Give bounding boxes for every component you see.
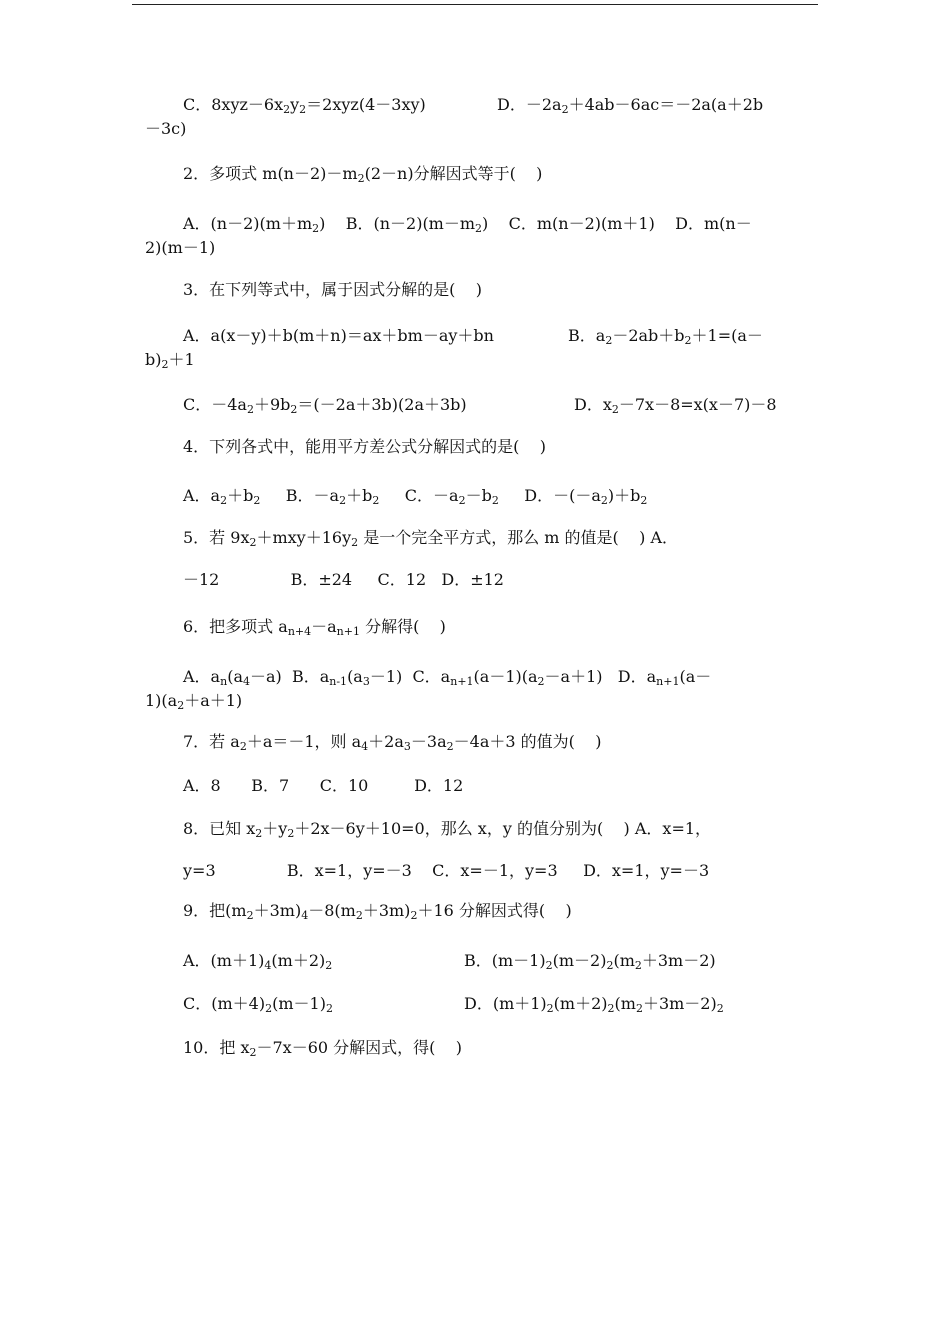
q9-option-b: B．$(m-1)_2(m-2)_2(m_2+3m-2)$	[464, 951, 716, 972]
q3-option-b: B．$a_2-2ab+b_2+1=(a-$	[568, 326, 763, 347]
q9-option-d: D．$(m+1)_2(m+2)_2(m_2+3m-2)_2$	[464, 994, 724, 1015]
question-4: 4．下列各式中，能用平方差公式分解因式的是( )	[183, 437, 547, 456]
q1-option-d: D．$-2a_2+4ab-6ac=-2a(a+2b$	[497, 95, 764, 116]
q3-option-a: A．a(x－y)＋b(m＋n)＝ax＋bm－ay＋bn	[183, 326, 494, 345]
q7-options: A．8 B．7 C．10 D．12	[183, 776, 464, 795]
q1-option-c: C．$8xyz-6x_2y_2=2xyz(4-3xy)$	[183, 95, 426, 116]
q6-options: A．$a_n(a_4-a)$ B．$a_{n-1}(a_3-1)$ C．$a_{n+1}(a-1)(a_2-a+1)$ D．$a_{n+1}(a-$	[183, 667, 712, 688]
q9-option-c: C．$(m+4)_2(m-1)_2$	[183, 994, 333, 1015]
q2-options-cont: 2)(m－1)	[145, 238, 216, 257]
q9-option-a: A．$(m+1)_4(m+2)_2$	[183, 951, 333, 972]
top-rule	[132, 4, 818, 5]
question-3: 3．在下列等式中，属于因式分解的是( )	[183, 280, 483, 299]
question-7: 7．若 $a_2+a=-1$，则 $a_4+2a_3-3a_2-4a+3$ 的值为( )	[183, 732, 602, 753]
q8-options: y=3 B．x=1，y=－3 C．x=－1，y=3 D．x=1，y=－3	[183, 861, 710, 880]
q5-options: －12 B．±24 C．12 D．±12	[183, 570, 504, 589]
q3-option-b-cont: $b)_2+1$	[145, 350, 195, 371]
q6-options-cont: $1)(a_2+a+1)$	[145, 691, 243, 712]
q4-options: A．$a_2+b_2$ B．$-a_2+b_2$ C．$-a_2-b_2$ D．$-(-a_2)+b_2$	[183, 486, 648, 507]
q2-options: A．$(n-2)(m+m_2)$ B．$(n-2)(m-m_2)$ C．m(n－2)(m＋1) D．m(n－	[183, 214, 752, 235]
question-9: 9．把$(m_2+3m)_4-8(m_2+3m)_2+16$ 分解因式得( )	[183, 901, 572, 922]
q3-option-d: D．$x_2-7x-8=x(x-7)-8$	[574, 395, 777, 416]
question-10: 10．把 $x_2-7x-60$ 分解因式，得( )	[183, 1038, 462, 1059]
question-6: 6．把多项式 $a_{n+4}-a_{n+1}$ 分解得( )	[183, 617, 446, 638]
q3-option-c: C．$-4a_2+9b_2=(-2a+3b)(2a+3b)$	[183, 395, 467, 416]
question-8: 8．已知 $x_2+y_2+2x-6y+10=0$，那么 x，y 的值分别为( ) A．x=1，	[183, 819, 712, 840]
q1-option-d-cont: －3c)	[145, 119, 187, 138]
question-2: 2．多项式 $m(n-2)-m_2(2-n)$分解因式等于( )	[183, 164, 543, 185]
question-5: 5．若 $9x_2+mxy+16y_2$ 是一个完全平方式，那么 m 的值是( ) A．	[183, 528, 679, 549]
